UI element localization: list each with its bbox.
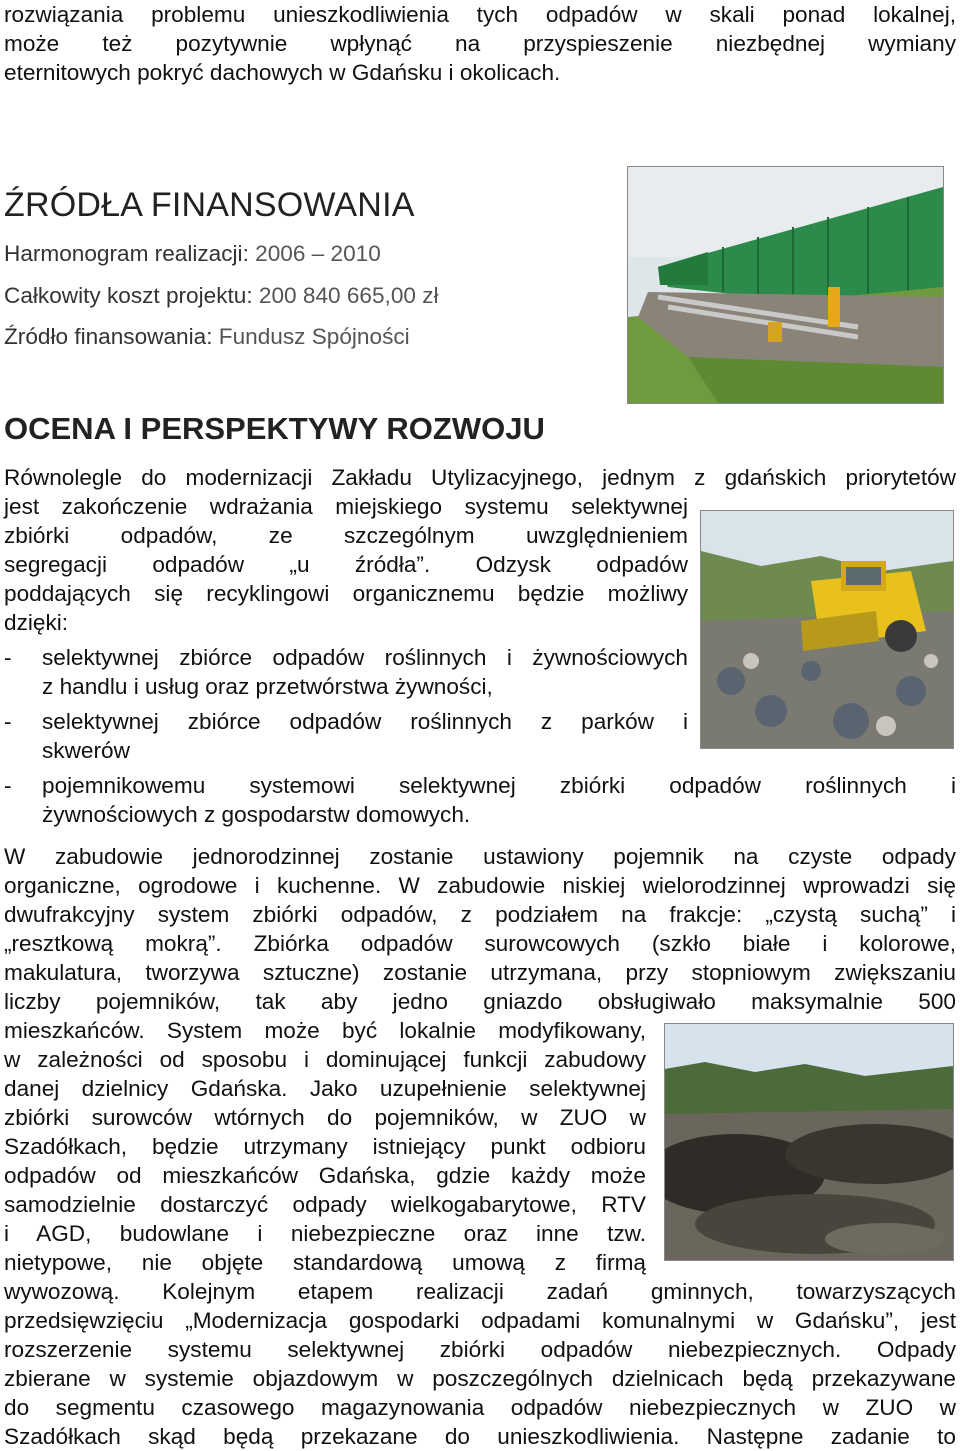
funding-row	[4, 322, 604, 351]
photo-compactor-image	[701, 511, 953, 748]
para2-line-5: makulatura, tworzywa sztuczne) zostanie utrzymana, przy stopniowym zwiększaniu	[4, 960, 956, 985]
para1-line-4: segregacji odpadów „u źródła”. Odzysk odpadów	[4, 552, 688, 577]
list-item-1-line-1: selektywnej zbiórce odpadów roślinnych i żywnościowych	[42, 645, 688, 670]
list-dash: -	[4, 773, 12, 798]
para2-line-7: mieszkańców. System może być lokalnie modyfikowany,	[4, 1018, 646, 1043]
para2-line-18: rozszerzenie systemu selektywnej zbiórki odpadów niebezpiecznych. Odpady	[4, 1337, 956, 1362]
intro-line-3: eternitowych pokryć dachowych w Gdańsku i okolicach.	[4, 60, 561, 85]
sources-heading: ŹRÓDŁA FINANSOWANIA	[4, 186, 415, 224]
para2-line-13: samodzielnie dostarczyć odpady wielkogabarytowe, RTV	[4, 1192, 646, 1217]
para2-line-15: nietypowe, nie objęte standardową umową z firmą	[4, 1250, 646, 1275]
para2-line-11: Szadółkach, będzie utrzymany istniejący punkt odbioru	[4, 1134, 646, 1159]
list-item-2-line-2: skwerów	[42, 738, 130, 763]
para1-line-6: dzięki:	[4, 610, 69, 635]
para2-line-16: wywozową. Kolejnym etapem realizacji zadań gminnych, towarzyszących	[4, 1279, 956, 1304]
intro-paragraph	[4, 0, 956, 87]
list-dash: -	[4, 645, 12, 670]
para2-line-14: i AGD, budowlane i niebezpieczne oraz inne tzw.	[4, 1221, 646, 1246]
para2-line-19: zbierane w systemie objazdowym w poszczególnych dzielnicach będą przekazywane	[4, 1366, 956, 1391]
para2-line-12: odpadów od mieszkańców Gdańska, gdzie każdy może	[4, 1163, 646, 1188]
para2-line-21: Szadółkach skąd będą przekazane do unieszkodliwienia. Następne zadanie to	[4, 1424, 956, 1449]
para2-line-8: w zależności od sposobu i dominującej funkcji zabudowy	[4, 1047, 646, 1072]
list-item-1-line-2: z handlu i usług oraz przetwórstwa żywności,	[42, 674, 493, 699]
list-item-2-line-1: selektywnej zbiórce odpadów roślinnych z parków i	[42, 709, 688, 734]
cost-row	[4, 281, 604, 310]
para1-line-3: zbiórki odpadów, ze szczególnym uwzględnieniem	[4, 523, 688, 548]
assessment-paragraph-2	[4, 842, 956, 1451]
photo-containers-image	[628, 167, 943, 403]
list-item-3-line-1: pojemnikowemu systemowi selektywnej zbiórki odpadów roślinnych i	[42, 773, 956, 798]
funding-label: Źródło finansowania:	[4, 324, 213, 349]
para2-line-4: „resztkową mokrą”. Zbiórka odpadów surowcowych (szkło białe i kolorowe,	[4, 931, 956, 956]
list-item-3-line-2: żywnościowych z gospodarstw domowych.	[42, 802, 471, 827]
schedule-row	[4, 239, 604, 268]
photo-compactor	[700, 510, 954, 749]
intro-line-1: rozwiązania problemu unieszkodliwienia tych odpadów w skali ponad lokalnej,	[4, 2, 956, 27]
para2-line-2: organiczne, ogrodowe i kuchenne. W zabudowie niskiej wielorodzinnej wprowadzi się	[4, 873, 956, 898]
para2-line-1: W zabudowie jednorodzinnej zostanie ustawiony pojemnik na czyste odpady	[4, 844, 956, 869]
para1-line-5: poddających się recyklingowi organicznemu będzie możliwy	[4, 581, 688, 606]
cost-value: 200 840 665,00 zł	[258, 283, 439, 308]
cost-label: Całkowity koszt projektu:	[4, 283, 253, 308]
para2-line-17: przedsięwzięciu „Modernizacja gospodarki odpadami komunalnymi w Gdańsku”, jest	[4, 1308, 956, 1333]
para2-line-10: zbiórki surowców wtórnych do pojemników, w ZUO w	[4, 1105, 646, 1130]
sources-section	[4, 186, 604, 224]
funding-value: Fundusz Spójności	[218, 324, 410, 349]
assessment-heading: OCENA I PERSPEKTYWY ROZWOJU	[4, 411, 545, 446]
list-dash: -	[4, 709, 12, 734]
para2-line-3: dwufrakcyjny system zbiórki odpadów, z podziałem na frakcje: „czystą suchą” i	[4, 902, 956, 927]
para1-line-2: jest zakończenie wdrażania miejskiego systemu selektywnej	[4, 494, 688, 519]
schedule-value: 2006 – 2010	[255, 241, 381, 266]
para2-line-20: do segmentu czasowego magazynowania odpadów niebezpiecznych w ZUO w	[4, 1395, 956, 1420]
para2-line-6: liczby pojemników, tak aby jedno gniazdo obsługiwało maksymalnie 500	[4, 989, 956, 1014]
photo-containers	[627, 166, 944, 404]
para1-line-1: Równolegle do modernizacji Zakładu Utylizacyjnego, jednym z gdańskich priorytetów	[4, 465, 956, 490]
schedule-label: Harmonogram realizacji:	[4, 241, 249, 266]
intro-line-2: może też pozytywnie wpłynąć na przyspieszenie niezbędnej wymiany	[4, 31, 956, 56]
para2-line-9: danej dzielnicy Gdańska. Jako uzupełnienie selektywnej	[4, 1076, 646, 1101]
